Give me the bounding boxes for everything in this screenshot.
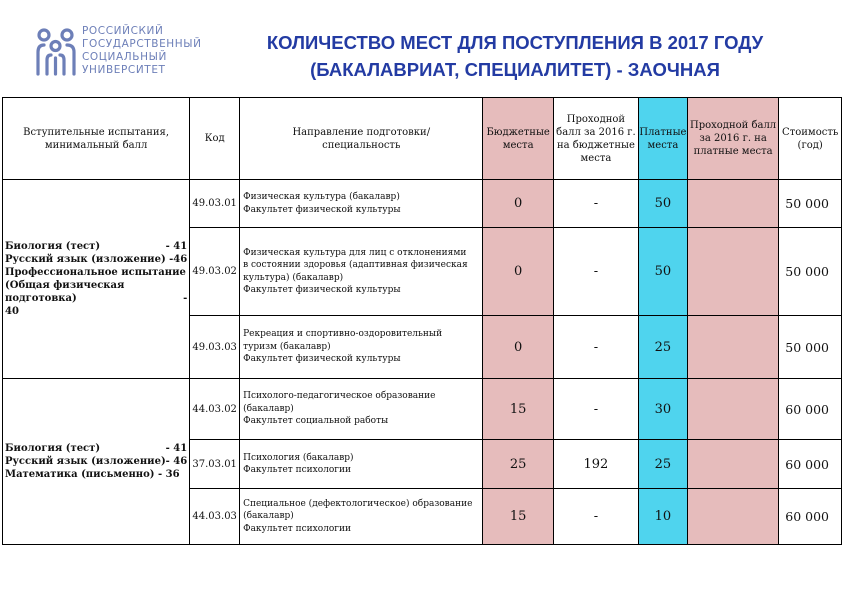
title-line-1: КОЛИЧЕСТВО МЕСТ ДЛЯ ПОСТУПЛЕНИЯ В 2017 ГОДУ	[266, 32, 764, 53]
budget-cell: 0	[483, 316, 553, 379]
direction-cell: Физическая культура для лиц с отклонениями в состоянии здоровья (адаптивная физическая культура) (бакалавр) Факультет физической культуры	[240, 228, 483, 316]
logo-line: СОЦИАЛЬНЫЙ	[82, 51, 167, 63]
direction-cell: Психолого-педагогическое образование (бакалавр) Факультет социальной работы	[240, 379, 483, 440]
cost-cell: 60 000	[779, 379, 842, 440]
budget-pass-cell: 192	[553, 440, 638, 489]
cost-cell: 50 000	[779, 316, 842, 379]
budget-pass-cell: -	[553, 316, 638, 379]
cost-cell: 50 000	[779, 180, 842, 228]
cost-cell: 60 000	[779, 440, 842, 489]
exam-line: (Общая физическая	[5, 280, 125, 291]
paid-pass-cell	[687, 440, 779, 489]
paid-cell: 25	[639, 440, 688, 489]
logo-line: УНИВЕРСИТЕТ	[82, 64, 166, 76]
code-cell: 49.03.01	[190, 180, 240, 228]
direction-cell: Специальное (дефектологическое) образование (бакалавр) Факультет психологии	[240, 489, 483, 545]
exam-line: Русский язык (изложение) -46	[5, 254, 188, 265]
paid-pass-cell	[687, 379, 779, 440]
budget-cell: 15	[483, 379, 553, 440]
header-row	[3, 98, 842, 180]
header-paid-pass: Проходной балл за 2016 г. на платные места	[687, 98, 779, 180]
admission-table	[2, 97, 842, 545]
code-cell: 37.03.01	[190, 440, 240, 489]
code-cell: 49.03.02	[190, 228, 240, 316]
exam-line: Профессиональное испытание	[5, 267, 186, 278]
paid-cell: 50	[639, 228, 688, 316]
budget-cell: 15	[483, 489, 553, 545]
header-cost: Стоимость (год)	[779, 98, 842, 180]
university-logo-icon	[34, 26, 78, 78]
exam-line: подготовка) -	[5, 293, 188, 304]
cost-cell: 50 000	[779, 228, 842, 316]
table-row	[3, 379, 842, 440]
budget-pass-cell: -	[553, 228, 638, 316]
budget-cell: 25	[483, 440, 553, 489]
header-budget: Бюджетные места	[483, 98, 553, 180]
paid-cell: 10	[639, 489, 688, 545]
code-cell: 49.03.03	[190, 316, 240, 379]
paid-cell: 25	[639, 316, 688, 379]
direction-cell: Рекреация и спортивно-оздоровительный туризм (бакалавр) Факультет физической культуры	[240, 316, 483, 379]
cost-cell: 60 000	[779, 489, 842, 545]
table-row	[3, 180, 842, 228]
paid-cell: 50	[639, 180, 688, 228]
header-budget-pass: Проходной балл за 2016 г. на бюджетные места	[553, 98, 638, 180]
exam-line: Биология (тест) - 41	[5, 443, 188, 454]
header-direction: Направление подготовки/ специальность	[240, 98, 483, 180]
budget-cell: 0	[483, 228, 553, 316]
paid-pass-cell	[687, 316, 779, 379]
exam-line: Биология (тест) - 41	[5, 241, 188, 252]
code-cell: 44.03.02	[190, 379, 240, 440]
logo-line: ГОСУДАРСТВЕННЫЙ	[82, 38, 202, 50]
title-line-2: (БАКАЛАВРИАТ, СПЕЦИАЛИТЕТ) - ЗАОЧНАЯ	[310, 59, 720, 80]
direction-cell: Физическая культура (бакалавр) Факультет физической культуры	[240, 180, 483, 228]
exam-line: Математика (письменно) - 36	[5, 469, 180, 480]
budget-cell: 0	[483, 180, 553, 228]
header-paid: Платные места	[639, 98, 688, 180]
direction-cell: Психология (бакалавр) Факультет психологии	[240, 440, 483, 489]
budget-pass-cell: -	[553, 379, 638, 440]
budget-pass-cell: -	[553, 489, 638, 545]
exam-cell-group-1	[3, 180, 190, 379]
budget-pass-cell: -	[553, 180, 638, 228]
header-code: Код	[190, 98, 240, 180]
paid-pass-cell	[687, 489, 779, 545]
header-exams: Вступительные испытания, минимальный балл	[3, 98, 190, 180]
exam-line: 40	[5, 306, 19, 317]
paid-pass-cell	[687, 180, 779, 228]
page-title	[195, 29, 835, 83]
exam-line: Русский язык (изложение)- 46	[5, 456, 188, 467]
paid-cell: 30	[639, 379, 688, 440]
university-name	[82, 25, 202, 77]
paid-pass-cell	[687, 228, 779, 316]
logo-line: РОССИЙСКИЙ	[82, 25, 164, 37]
code-cell: 44.03.03	[190, 489, 240, 545]
exam-cell-group-2	[3, 379, 190, 545]
